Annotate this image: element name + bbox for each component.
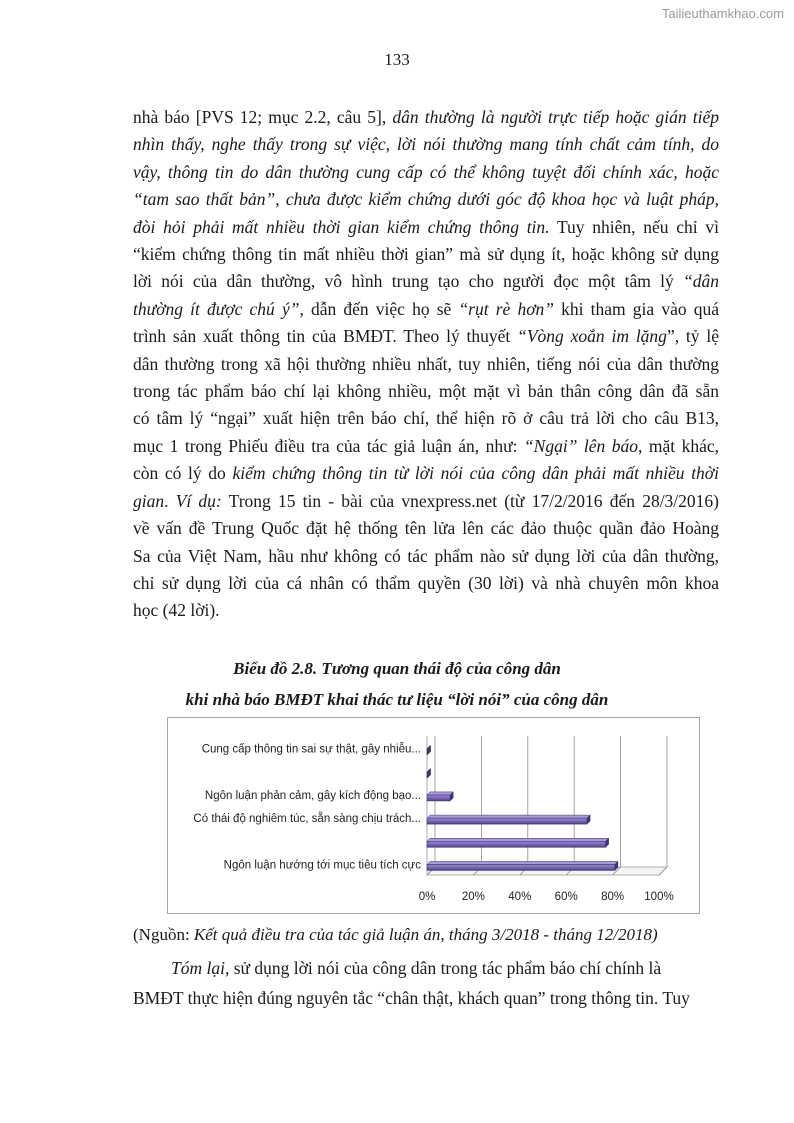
tick-label: 0% [418,891,436,903]
text-run: thường ít được chú ý” [133,298,300,319]
text-run: , dẫn đến việc họ sẽ [299,298,459,319]
tick-label: 20% [461,891,485,903]
paragraph-line [133,543,719,570]
text-run: Trong 15 tin - bài của vnexpress.net (từ 17/2/2016 đến 28/3/2016) [221,490,719,511]
watermark: Tailieuthamkhao.com [661,6,784,21]
paragraph-line [133,159,719,186]
bar-end [428,746,431,755]
text-run: Tuy nhiên, nếu chỉ vì [549,216,719,237]
paragraph-line [133,405,719,432]
text-run: đòi hỏi phải mất nhiều thời gian kiểm chứng thông tin. [133,216,550,237]
text-run: “dân [683,271,719,292]
bar [427,841,606,847]
text-run: Ví dụ: [175,490,222,511]
text-run: trong tác phẩm báo chí lại không nhiều, một mặt vì bản thân công dân đã sẵn [133,381,719,402]
text-run: về vấn đề Trung Quốc đặt hệ thống tên lửa lên các đảo thuộc quần đảo Hoàng [133,518,719,539]
tick-label: 100% [644,891,674,903]
text-run: nhà báo [PVS 12; mục 2.2, câu 5], [133,107,393,127]
category-label: Ngôn luận phản cảm, gây kích động bạo... [204,789,421,802]
text-run: còn có lý do [133,463,233,484]
text-run: dân thường là người trực tiếp hoặc gián tiếp [392,107,719,127]
bar-top [427,838,609,841]
paragraph-line [133,433,719,460]
bar-top [427,861,618,864]
chart-title-line-2: khi nhà báo BMĐT khai thác tư liệu “lời nói” của công dân [185,690,609,709]
paragraph-line [133,131,719,158]
paragraph-line [133,296,719,323]
bar [427,818,587,824]
bar-top [427,815,590,818]
chart-frame [167,717,700,914]
chart-source [133,925,733,945]
source-prefix: (Nguồn: [133,925,194,944]
text-run: mục 1 trong Phiếu điều tra của tác giả luận án, như: [133,435,524,456]
page-number: 133 [384,50,410,69]
bar [427,864,615,870]
bar-top [427,792,453,795]
paragraph-line [133,597,719,624]
text-run: kiểm chứng thông tin từ lời nói của công dân phải mất nhiều thời [232,463,720,484]
chart-title-line-1: Biểu đồ 2.8. Tương quan thái độ của công dân [233,659,561,678]
text-run: “tam sao thất bản”, chưa được kiểm chứng dưới góc độ khoa học và luật pháp, [133,189,719,210]
paragraph-line [133,104,719,131]
text-run: “Vòng xoắn im lặng [517,326,667,347]
text-run: nhìn thấy, nghe thấy trong sự việc, lời nói thường mang tính chất cảm tính, do [133,134,719,155]
paragraph-line [133,515,719,542]
text-run: vậy, thông tin do dân thường cung cấp có thể không tuyệt đối chính xác, hoặc [133,161,719,182]
text-run: có tâm lý “ngại” xuất hiện trên báo chí, thể hiện rõ ở câu trả lời cho câu B13, [133,408,719,429]
text-run: Sa của Việt Nam, hầu như không có tác phẩm nào sử dụng lời của dân thường, [133,545,719,566]
text-run: gian [133,490,165,511]
category-label: Có thái độ nghiêm túc, sẵn sàng chịu trách... [193,813,421,826]
text-run: khi tham gia vào quá [554,298,719,319]
text-run: học (42 lời). [133,600,220,621]
paragraph-line [133,378,719,405]
text-run: lời nói của dân thường, vô hình trung tạo cho người đọc một tâm lý [133,271,684,292]
text-run: “kiểm chứng thông tin mất nhiều thời gian” mà sử dụng ít, hoặc không sử dụng [133,244,719,265]
text-run: chỉ sử dụng lời của cá nhân có thẩm quyền (30 lời) và nhà chuyên môn khoa [133,572,719,593]
paragraph-line [133,268,719,295]
text-run: trình sản xuất thông tin của BMĐT. Theo lý thuyết [133,326,518,347]
closing-paragraph [133,953,719,1013]
paragraph-line [133,460,719,487]
bar [427,795,450,801]
paragraph-line [133,214,719,241]
paragraph-line [133,570,719,597]
paragraph-line [133,488,719,515]
bar-end [428,769,431,778]
tick-label: 80% [601,891,625,903]
category-label: Cung cấp thông tin sai sự thật, gây nhiễu... [201,743,421,756]
closing-line-1: sử dụng lời nói của công dân trong tác phẩm báo chí chính là [229,958,662,978]
paragraph-line [133,323,719,350]
text-run: “rụt rè hơn” [458,298,555,319]
paragraph-line [133,351,719,378]
paragraph-line [133,241,719,268]
text-run: . [164,490,176,511]
body-paragraph [133,104,719,625]
closing-lead: Tóm lại, [171,958,230,978]
tick-label: 40% [508,891,532,903]
source-text: Kết quả điều tra của tác giả luận án, tháng 3/2018 - tháng 12/2018) [193,925,658,944]
text-run: “Ngại” lên báo, [523,435,643,456]
category-label: Ngôn luận hướng tới mục tiêu tích cực [223,859,421,872]
bar-chart [168,718,701,915]
text-run: ”, tỷ lệ [666,326,719,347]
tick-label: 60% [554,891,578,903]
closing-line-2: BMĐT thực hiện đúng nguyên tắc “chân thật, khách quan” trong thông tin. Tuy [133,988,690,1008]
paragraph-line [133,186,719,213]
text-run: dân thường trong xã hội thường nhiều nhất, tuy nhiên, tiếng nói của dân thường [133,353,719,374]
text-run: mặt khác, [642,435,719,456]
